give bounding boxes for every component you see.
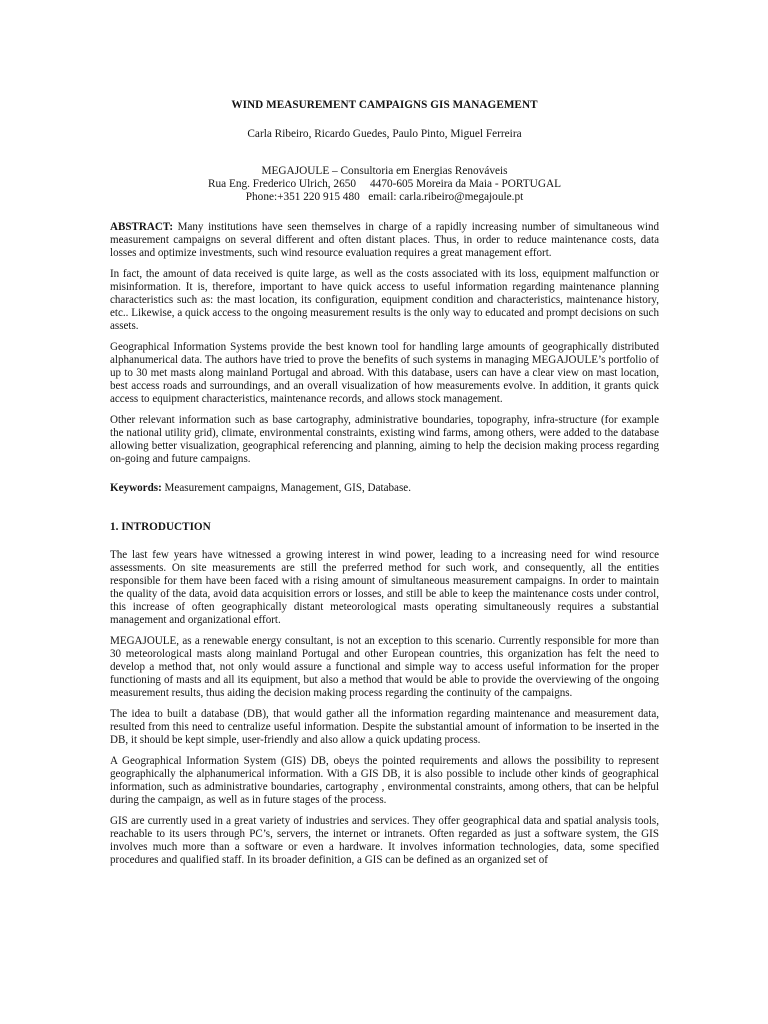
section-heading: 1. INTRODUCTION: [110, 520, 211, 533]
intro-paragraph: A Geographical Information System (GIS) DB, obeys the pointed requirements and allows the possibility to represent geographically the alphanumerical information. With a GIS DB, it is also possible to include other kinds of geographical information, such as administrative boundaries, cartography , environmental constraints, among others, that can be helpful during the campaign, as well as in future stages of the process.: [110, 754, 659, 806]
affiliation-block: [110, 165, 659, 205]
contact-phone: Phone:+351 220 915 480: [245, 191, 360, 204]
abstract-paragraph: Geographical Information Systems provide the best known tool for handling large amounts of geographically distributed alphanumerical data. The authors have tried to prove the benefits of such systems in managing MEGAJOULE’s portfolio of up to 30 met masts along mainland Portugal and abroad. With this database, users can have a clear view on mast location, best access roads and surroundings, and an overall visualization of how measurements evolve. In addition, it grants quick access to equipment characteristics, maintenance records, and allows stock management.: [110, 340, 659, 405]
address-street: Rua Eng. Frederico Ulrich, 2650: [207, 178, 357, 191]
intro-paragraph: The idea to built a database (DB), that would gather all the information regarding maintenance and measurement data, resulted from this need to centralize useful information. Despite the substantial amount of information to be inserted in the DB, it should be kept simple, user-friendly and also allow a quick updating process.: [110, 707, 659, 746]
keywords-text: Measurement campaigns, Management, GIS, Database.: [161, 481, 411, 494]
abstract-paragraph: [110, 221, 659, 260]
intro-paragraph: GIS are currently used in a great variety of industries and services. They offer geographical data and spatial analysis tools, reachable to its users through PC’s, servers, the internet or intranets. Often regarded as just a software system, the GIS involves much more than a software or even a hardware. It involves information technologies, data, some specified procedures and qualified staff. In its broader definition, a GIS can be defined as an organized set of: [110, 814, 659, 866]
keywords-label: Keywords:: [110, 481, 162, 494]
abstract-paragraph: In fact, the amount of data received is quite large, as well as the costs associated with its loss, equipment malfunction or misinformation. It is, therefore, important to have quick access to useful information regarding maintenance planning characteristics such as: the mast location, its configuration, equipment condition and characteristics, maintenance history, etc.. Likewise, a quick access to the ongoing measurement results is the only way to educated and prompt decisions on such assets.: [110, 267, 659, 332]
affiliation-organization: MEGAJOULE – Consultoria em Energias Renováveis: [261, 165, 508, 177]
paper-page: [110, 99, 659, 875]
address-city: 4470-605 Moreira da Maia - PORTUGAL: [370, 178, 562, 191]
contact-email: email: carla.ribeiro@megajoule.pt: [368, 191, 524, 204]
affiliation-contact: [110, 191, 659, 204]
abstract-label: ABSTRACT:: [110, 220, 174, 233]
affiliation-address: [110, 178, 659, 191]
intro-paragraph: MEGAJOULE, as a renewable energy consultant, is not an exception to this scenario. Currently responsible for more than 30 meteorological masts along mainland Portugal and other European countries, this organization has felt the need to develop a method that, not only would assure a functional and simple way to access useful information for the proper functioning of masts and all its equipment, but also a method that would be able to provide the overviewing of the ongoing measurement results, thus aiding the decision making process regarding the continuity of the campaigns.: [110, 634, 659, 700]
keywords-line: [110, 482, 659, 495]
paper-title: WIND MEASUREMENT CAMPAIGNS GIS MANAGEMENT: [231, 99, 538, 111]
abstract-paragraph: Other relevant information such as base cartography, administrative boundaries, topography, infra-structure (for example the national utility grid), climate, environmental constraints, existing wind farms, among others, were added to the database allowing better visualization, geographical referencing and planning, aiming to help the decision making process regarding on-going and future campaigns.: [110, 413, 659, 465]
intro-paragraph: The last few years have witnessed a growing interest in wind power, leading to a increasing need for wind resource assessments. On site measurements are still the preferred method for such work, and consequently, all the entities responsible for them have been faced with a rising amount of simultaneous measurement campaigns. In order to maintain the quality of the data, avoid data acquisition errors or losses, and still be able to keep the maintenance costs under control, this increase of often geographically distant meteorological masts operating simultaneously requires a substantial management and organizational effort.: [110, 548, 659, 627]
author-list: Carla Ribeiro, Ricardo Guedes, Paulo Pinto, Miguel Ferreira: [247, 128, 522, 140]
abstract-text: Many institutions have seen themselves in charge of a rapidly increasing number of simultaneous wind measurement campaigns on several different and often distant places. Thus, in order to reduce maintenance costs, data losses and optimize investments, such wind resource evaluation requires a great management effort.: [110, 220, 659, 259]
